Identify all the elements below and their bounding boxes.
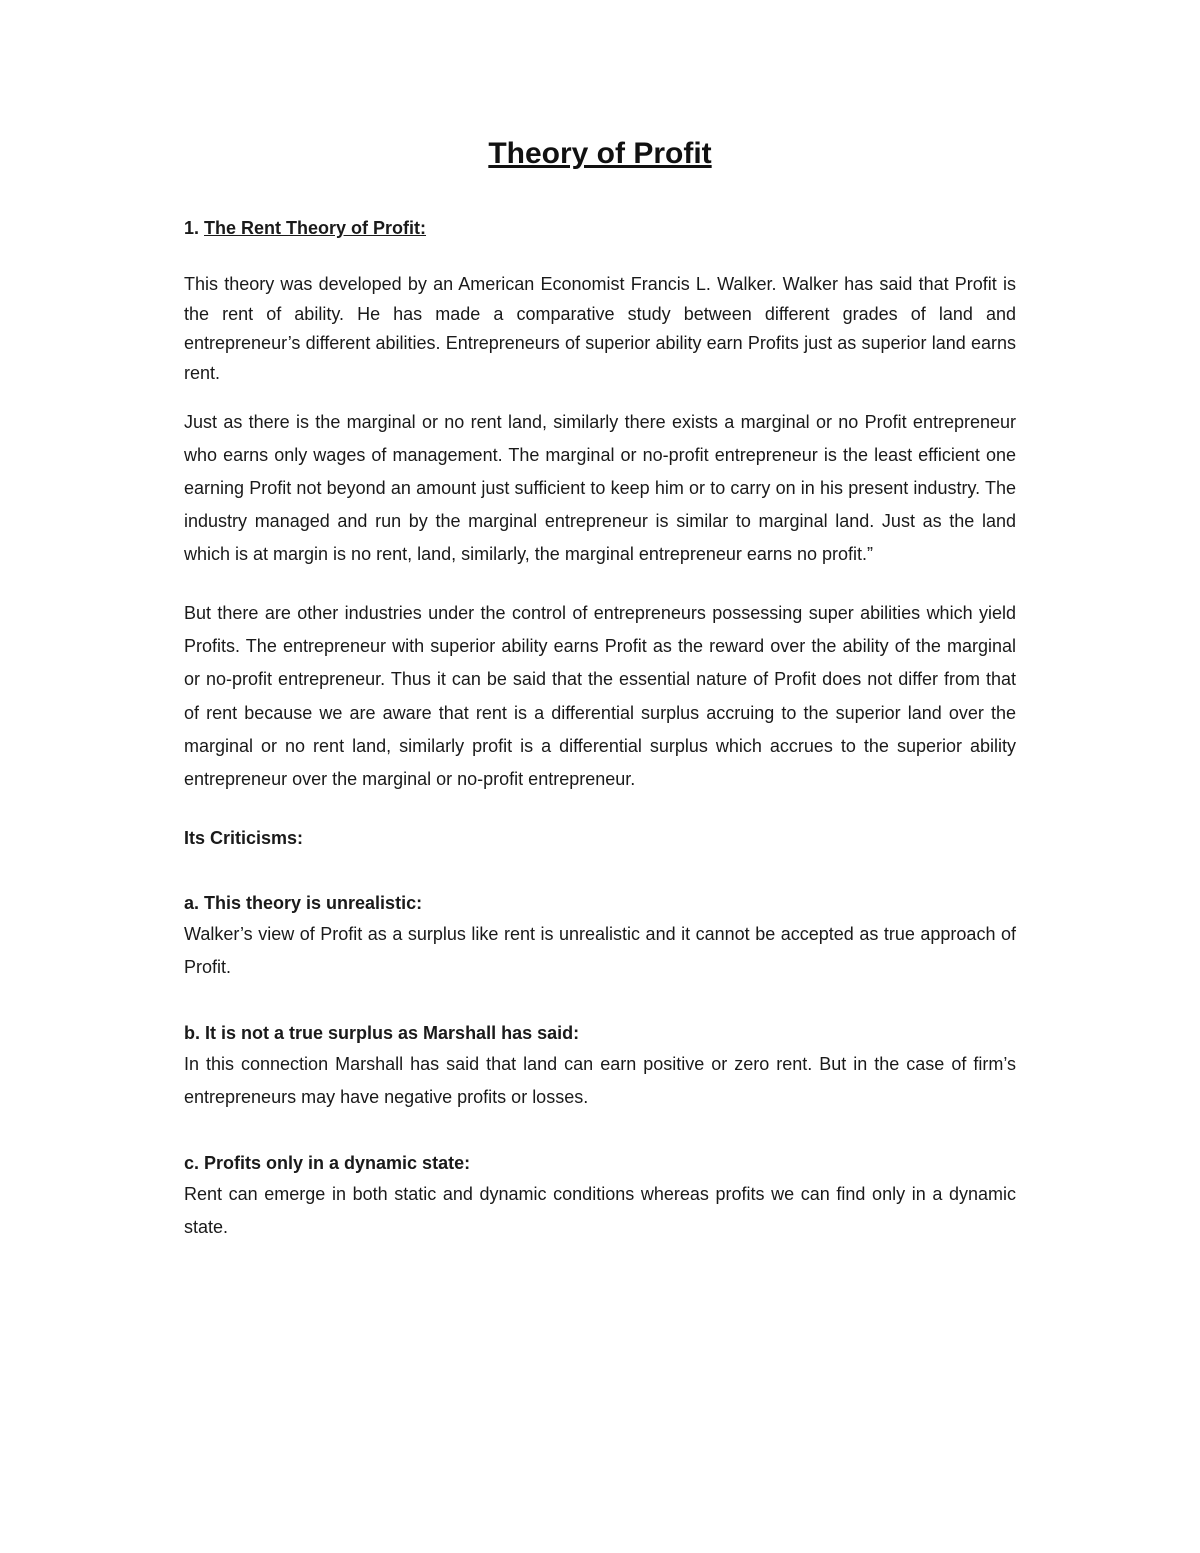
criticism-item-a xyxy=(184,888,1016,984)
criticism-text: Walker’s view of Profit as a surplus like rent is unrealistic and it cannot be accepted as true approach of Profit. xyxy=(184,924,1016,978)
section-number: 1. xyxy=(184,218,205,238)
criticism-label: b. It is not a true surplus as Marshall has said: xyxy=(184,1023,580,1044)
criticism-text: In this connection Marshall has said that land can earn positive or zero rent. But in the case of firm’s entrepreneurs may have negative profits or losses. xyxy=(184,1054,1016,1108)
criticisms-heading: Its Criticisms: xyxy=(184,828,304,849)
paragraph-3: But there are other industries under the control of entrepreneurs possessing super abilities which yield Profits. The entrepreneur with superior ability earns Profit as the reward over the ability of the marginal or no-profit entrepreneur. Thus it can be said that the essential nature of Profit does not differ from that of rent because we are aware that rent is a differential surplus accruing to the superior land over the marginal or no rent land, similarly profit is a differential surplus which accrues to the superior ability entrepreneur over the marginal or no-profit entrepreneur. xyxy=(184,603,1016,790)
section-title: The Rent Theory of Profit: xyxy=(204,218,427,238)
section-heading xyxy=(184,214,1016,242)
criticism-text: Rent can emerge in both static and dynamic conditions whereas profits we can find only in a dynamic state. xyxy=(184,1184,1016,1238)
criticism-item-b xyxy=(184,1018,1016,1114)
criticism-label: a. This theory is unrealistic: xyxy=(184,893,423,914)
document-content xyxy=(184,132,1016,1244)
criticism-label: c. Profits only in a dynamic state: xyxy=(184,1153,471,1174)
paragraph-1: This theory was developed by an American Economist Francis L. Walker. Walker has said that Profit is the rent of ability. He has made a comparative study between different grades of land and entrepreneur’s different abilities. Entrepreneurs of superior ability earn Profits just as superior land earns rent. xyxy=(184,274,1016,383)
criticism-item-c xyxy=(184,1148,1016,1244)
page-title: Theory of Profit xyxy=(488,137,712,170)
paragraph-2: Just as there is the marginal or no rent land, similarly there exists a marginal or no Profit entrepreneur who earns only wages of management. The marginal or no-profit entrepreneur is the least efficient one earning Profit not beyond an amount just sufficient to keep him or to carry on in his present industry. The industry managed and run by the marginal entrepreneur is similar to marginal land. Just as the land which is at margin is no rent, land, similarly, the marginal entrepreneur earns no profit.” xyxy=(184,412,1016,564)
